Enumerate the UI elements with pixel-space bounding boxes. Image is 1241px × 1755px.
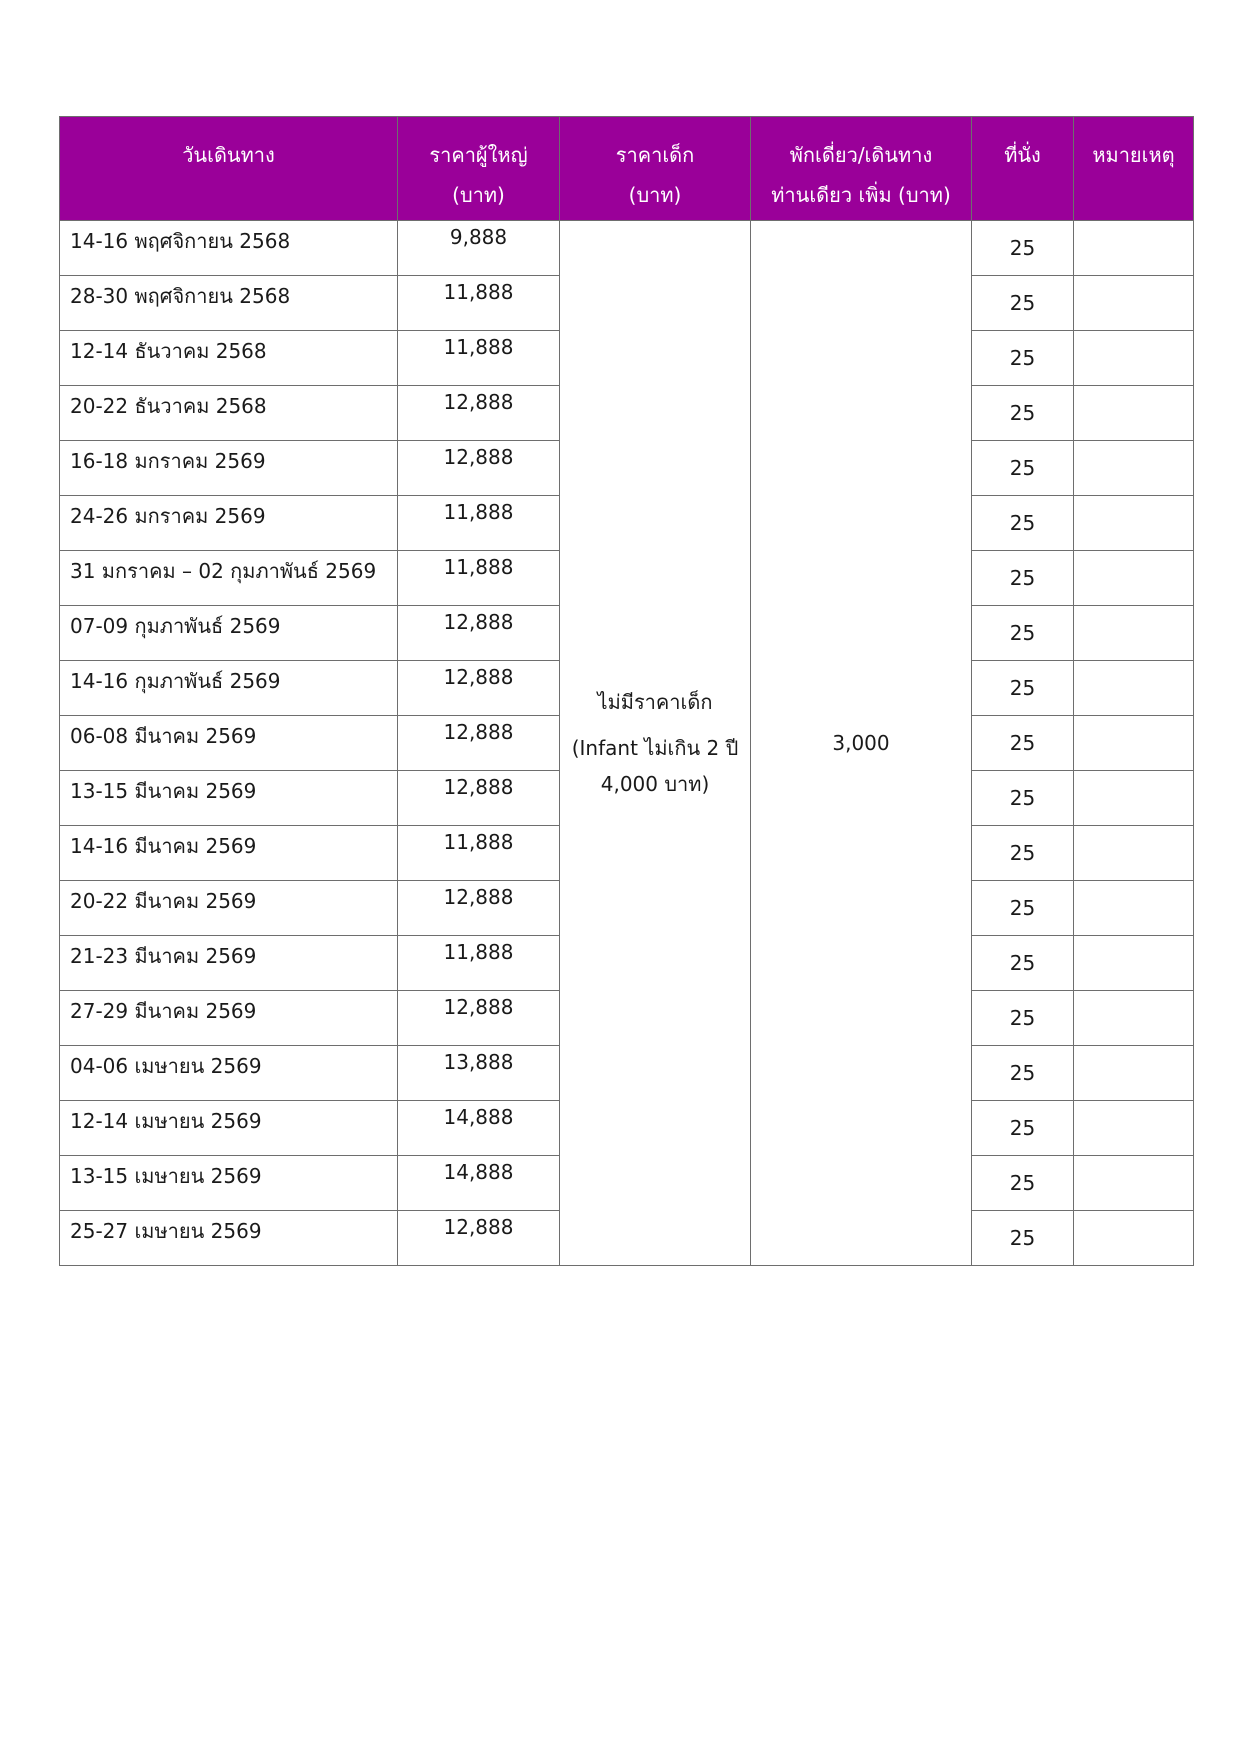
tour-price-table (59, 116, 1194, 1266)
departure-date-cell: 21-23 มีนาคม 2569 (60, 936, 398, 991)
departure-date-cell: 20-22 มีนาคม 2569 (60, 881, 398, 936)
header-note (1074, 117, 1194, 221)
seats-cell: 25 (972, 331, 1074, 386)
note-cell (1074, 771, 1194, 826)
seats-cell: 25 (972, 496, 1074, 551)
seats-cell: 25 (972, 826, 1074, 881)
departure-date-cell: 28-30 พฤศจิกายน 2568 (60, 276, 398, 331)
adult-price-cell: 13,888 (398, 1046, 560, 1101)
adult-price-cell: 12,888 (398, 991, 560, 1046)
adult-price-cell: 14,888 (398, 1101, 560, 1156)
departure-date-cell: 07-09 กุมภาพันธ์ 2569 (60, 606, 398, 661)
note-cell (1074, 331, 1194, 386)
seats-cell: 25 (972, 386, 1074, 441)
header-single-label: พักเดี่ยว/เดินทาง (789, 143, 933, 167)
note-cell (1074, 881, 1194, 936)
header-adult-label: ราคาผู้ใหญ่ (429, 143, 528, 167)
note-cell (1074, 276, 1194, 331)
single-supplement-cell: 3,000 (751, 221, 972, 1266)
adult-price-cell: 12,888 (398, 771, 560, 826)
note-cell (1074, 606, 1194, 661)
adult-price-cell: 11,888 (398, 826, 560, 881)
seats-cell: 25 (972, 1046, 1074, 1101)
seats-cell: 25 (972, 716, 1074, 771)
departure-date-cell: 12-14 ธันวาคม 2568 (60, 331, 398, 386)
header-date-label: วันเดินทาง (182, 143, 275, 167)
child-price-cell (560, 221, 751, 1266)
note-cell (1074, 221, 1194, 276)
header-child-label: ราคาเด็ก (615, 143, 695, 167)
note-cell (1074, 496, 1194, 551)
header-date (60, 117, 398, 221)
note-cell (1074, 661, 1194, 716)
adult-price-cell: 12,888 (398, 606, 560, 661)
departure-date-cell: 14-16 มีนาคม 2569 (60, 826, 398, 881)
departure-date-cell: 13-15 เมษายน 2569 (60, 1156, 398, 1211)
table-body (60, 221, 1194, 1266)
adult-price-cell: 12,888 (398, 661, 560, 716)
seats-cell: 25 (972, 606, 1074, 661)
departure-date-cell: 13-15 มีนาคม 2569 (60, 771, 398, 826)
departure-date-cell: 27-29 มีนาคม 2569 (60, 991, 398, 1046)
adult-price-cell: 12,888 (398, 716, 560, 771)
departure-date-cell: 04-06 เมษายน 2569 (60, 1046, 398, 1101)
seats-cell: 25 (972, 1211, 1074, 1266)
seats-cell: 25 (972, 1101, 1074, 1156)
departure-date-cell: 31 มกราคม – 02 กุมภาพันธ์ 2569 (60, 551, 398, 606)
seats-cell: 25 (972, 881, 1074, 936)
note-cell (1074, 551, 1194, 606)
note-cell (1074, 1211, 1194, 1266)
infant-price-note: (Infant ไม่เกิน 2 ปี 4,000 บาท) (571, 736, 739, 796)
header-adult-price (398, 117, 560, 221)
header-note-label: หมายเหตุ (1092, 143, 1175, 167)
note-cell (1074, 826, 1194, 881)
header-single-unit: ท่านเดียว เพิ่ม (บาท) (771, 183, 951, 207)
header-adult-unit: (บาท) (452, 183, 505, 207)
note-cell (1074, 1101, 1194, 1156)
adult-price-cell: 12,888 (398, 1211, 560, 1266)
seats-cell: 25 (972, 221, 1074, 276)
note-cell (1074, 1046, 1194, 1101)
departure-date-cell: 14-16 กุมภาพันธ์ 2569 (60, 661, 398, 716)
note-cell (1074, 991, 1194, 1046)
seats-cell: 25 (972, 661, 1074, 716)
header-child-unit: (บาท) (628, 183, 682, 207)
adult-price-cell: 11,888 (398, 496, 560, 551)
note-cell (1074, 936, 1194, 991)
header-seats (972, 117, 1074, 221)
header-seats-label: ที่นั่ง (1004, 143, 1041, 167)
seats-cell: 25 (972, 991, 1074, 1046)
note-cell (1074, 441, 1194, 496)
table-row (60, 221, 1194, 276)
header-child-price (560, 117, 751, 221)
seats-cell: 25 (972, 936, 1074, 991)
seats-cell: 25 (972, 771, 1074, 826)
adult-price-cell: 9,888 (398, 221, 560, 276)
adult-price-cell: 11,888 (398, 551, 560, 606)
adult-price-cell: 11,888 (398, 936, 560, 991)
adult-price-cell: 12,888 (398, 881, 560, 936)
seats-cell: 25 (972, 551, 1074, 606)
child-price-text: ไม่มีราคาเด็ก (597, 690, 713, 714)
header-single-supplement (751, 117, 972, 221)
adult-price-cell: 11,888 (398, 331, 560, 386)
adult-price-cell: 11,888 (398, 276, 560, 331)
note-cell (1074, 386, 1194, 441)
table-header (60, 117, 1194, 221)
note-cell (1074, 1156, 1194, 1211)
adult-price-cell: 12,888 (398, 441, 560, 496)
adult-price-cell: 14,888 (398, 1156, 560, 1211)
departure-date-cell: 06-08 มีนาคม 2569 (60, 716, 398, 771)
departure-date-cell: 16-18 มกราคม 2569 (60, 441, 398, 496)
seats-cell: 25 (972, 276, 1074, 331)
adult-price-cell: 12,888 (398, 386, 560, 441)
note-cell (1074, 716, 1194, 771)
seats-cell: 25 (972, 1156, 1074, 1211)
departure-date-cell: 20-22 ธันวาคม 2568 (60, 386, 398, 441)
departure-date-cell: 24-26 มกราคม 2569 (60, 496, 398, 551)
departure-date-cell: 25-27 เมษายน 2569 (60, 1211, 398, 1266)
seats-cell: 25 (972, 441, 1074, 496)
header-row (60, 117, 1194, 221)
departure-date-cell: 12-14 เมษายน 2569 (60, 1101, 398, 1156)
departure-date-cell: 14-16 พฤศจิกายน 2568 (60, 221, 398, 276)
